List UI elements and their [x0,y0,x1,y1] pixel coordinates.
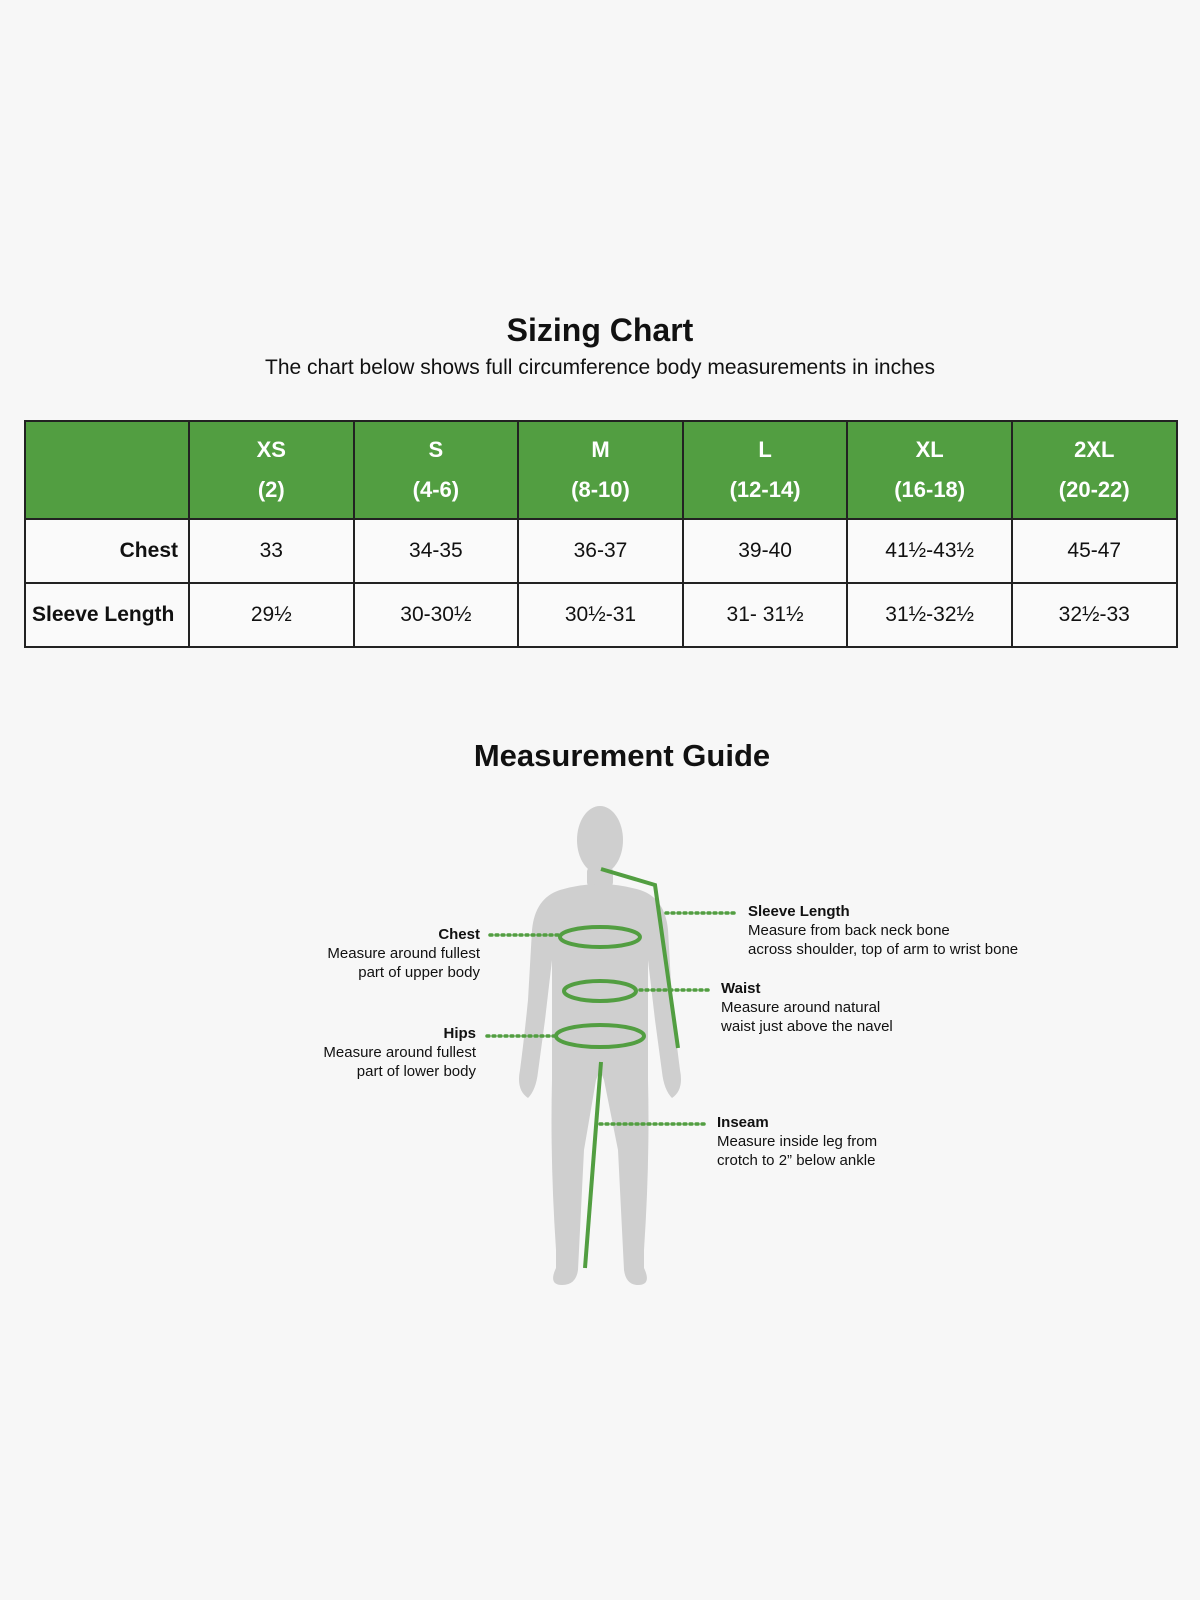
table-cell: 29½ [189,583,354,647]
sizing-chart-subtitle: The chart below shows full circumference body measurements in inches [265,356,935,379]
hips-label: Hips Measure around fullest part of lower body [323,1025,476,1080]
table-cell: 32½-33 [1012,583,1177,647]
measurement-guide-title: Measurement Guide [473,738,771,773]
table-cell: 31½-32½ [847,583,1012,647]
sleeve-length-label: Sleeve Length Measure from back neck bone across shoulder, top of arm to wrist bone [748,903,1019,958]
table-cell: 34-35 [354,519,519,583]
row-label-sleeve-length: Sleeve Length [25,583,189,647]
table-cell: 36-37 [518,519,683,583]
sizing-chart-title: Sizing Chart [506,312,694,348]
size-header-xl: XL (16-18) [847,421,1012,519]
size-header-l: L (12-14) [683,421,848,519]
size-header-xs: XS (2) [189,421,354,519]
inseam-label: Inseam Measure inside leg from crotch to 2” below ankle [717,1114,878,1169]
row-label-chest: Chest [25,519,189,583]
table-cell: 45-47 [1012,519,1177,583]
table-cell: 30-30½ [354,583,519,647]
table-cell: 30½-31 [518,583,683,647]
size-header-2xl: 2XL (20-22) [1012,421,1177,519]
chest-label: Chest Measure around fullest part of upper body [327,926,480,981]
waist-label: Waist Measure around natural waist just above the navel [721,980,893,1035]
table-cell: 39-40 [683,519,848,583]
table-cell: 33 [189,519,354,583]
size-header-m: M (8-10) [518,421,683,519]
table-cell: 41½-43½ [847,519,1012,583]
table-cell: 31- 31½ [683,583,848,647]
size-header-s: S (4-6) [354,421,519,519]
